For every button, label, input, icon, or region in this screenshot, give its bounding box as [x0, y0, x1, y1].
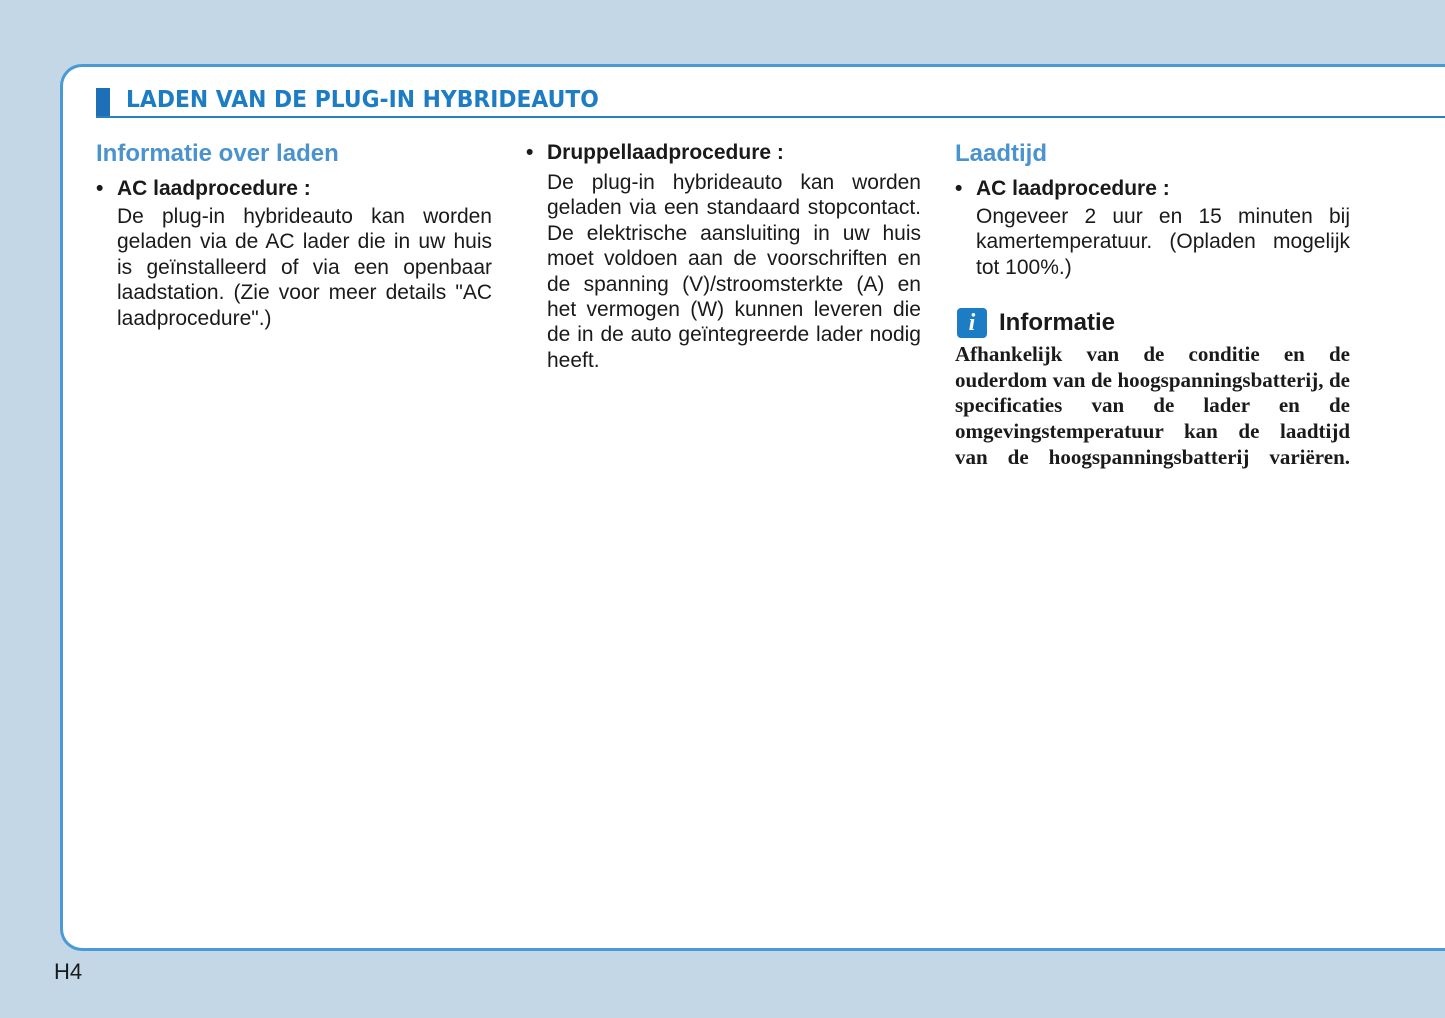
section-title: LADEN VAN DE PLUG-IN HYBRIDEAUTO: [126, 87, 599, 113]
page-number: H4: [54, 959, 83, 984]
information-icon: i: [957, 308, 987, 338]
item-text-ac: De plug-in hybrideauto kan worden geladen via de AC lader die in uw huis is geïnstalleerd of via een openbaar laadstation. (Zie voor meer details "AC laadprocedure".): [117, 205, 492, 330]
bullet-icon: •: [526, 141, 534, 164]
bullet-item-ac: [96, 174, 492, 204]
heading-charging-time: Laadtijd: [955, 140, 1048, 167]
section-title-bar: [96, 86, 1445, 118]
info-text-last-line: van de hoogspanningsbatterij variëren.: [955, 444, 1350, 469]
title-marker: [96, 88, 110, 116]
bullet-item-trickle: [526, 138, 921, 168]
item-text-trickle: De plug-in hybrideauto kan worden geladen via een standaard stopcontact. De elektrische aansluiting in uw huis moet voldoen aan de voorschriften en de spanning (V)/stroomsterkte (A) en het vermogen (W) kunnen leveren die de in de auto geïntegreerde lader nodig heeft.: [547, 171, 921, 372]
info-title: Informatie: [999, 309, 1116, 337]
column-trickle-charging: [526, 138, 921, 373]
column-charging-info: [96, 138, 492, 331]
bullet-icon: •: [955, 177, 963, 200]
info-text-body: Afhankelijk van de conditie en de ouderdom van de hoogspanningsbatterij, de specificaties van de lader en de omgevingstemperatuur kan de laadtijd: [955, 342, 1350, 443]
item-title-ac-time: AC laadprocedure :: [976, 177, 1170, 200]
bullet-item-ac-time: [955, 174, 1350, 204]
item-title-trickle: Druppellaadprocedure :: [547, 141, 784, 164]
info-box-header: [955, 308, 1350, 338]
info-text: [955, 342, 1350, 470]
heading-charging-info: Informatie over laden: [96, 140, 339, 167]
item-text-ac-time: Ongeveer 2 uur en 15 minuten bij kamertemperatuur. (Opladen mogelijk tot 100%.): [976, 205, 1350, 279]
bullet-icon: •: [96, 177, 104, 200]
column-charging-time: [955, 138, 1350, 470]
item-title-ac: AC laadprocedure :: [117, 177, 311, 200]
